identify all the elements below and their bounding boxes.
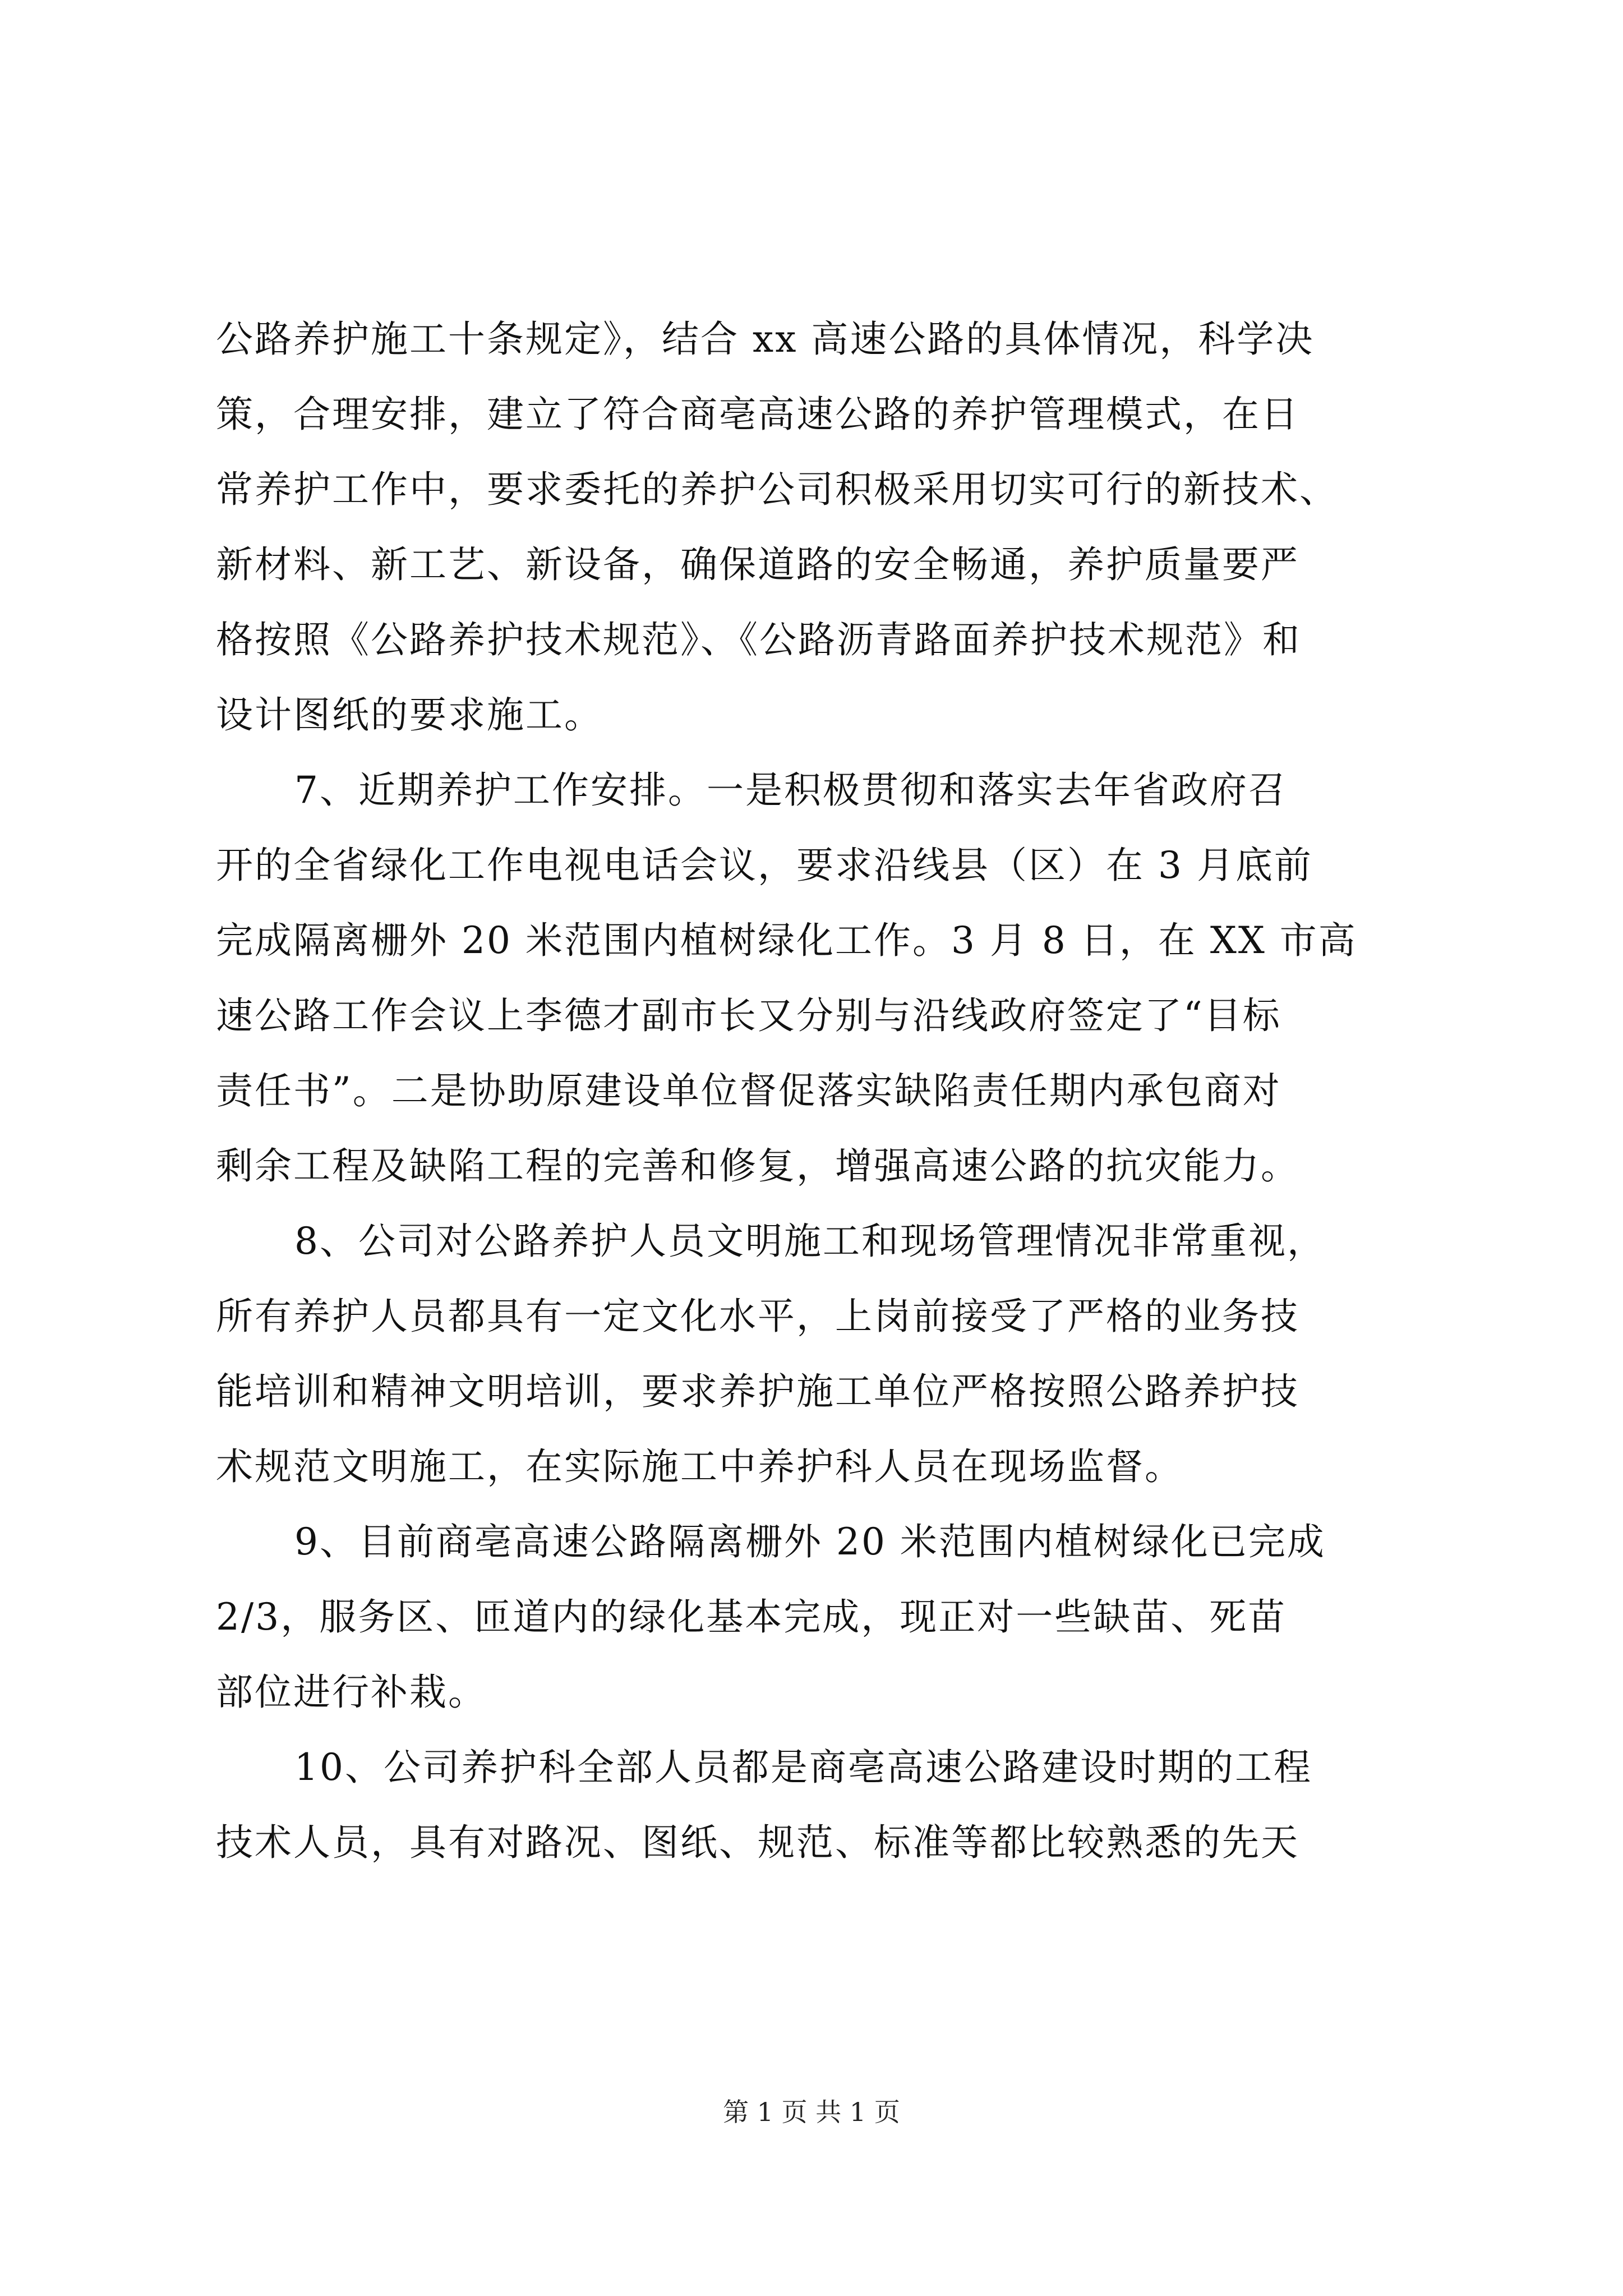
paragraph-start-line: 9、目前商亳高速公路隔离栅外 20 米范围内植树绿化已完成	[294, 1520, 1326, 1563]
text-line: 速公路工作会议上李德才副市长又分别与沿线政府签定了“目标	[216, 994, 1281, 1037]
paragraph-start-line: 7、近期养护工作安排。一是积极贯彻和落实去年省政府召	[294, 769, 1287, 812]
text-line: 公路养护施工十条规定》，结合 xx 高速公路的具体情况，科学决	[216, 318, 1315, 361]
text-line: 策，合理安排，建立了符合商亳高速公路的养护管理模式，在日	[216, 393, 1299, 436]
text-line: 格按照《公路养护技术规范》、《公路沥青路面养护技术规范》和	[216, 618, 1301, 661]
text-line: 技术人员，具有对路况、图纸、规范、标准等都比较熟悉的先天	[216, 1821, 1299, 1864]
text-line: 术规范文明施工，在实际施工中养护科人员在现场监督。	[216, 1445, 1183, 1488]
text-line: 责任书”。二是协助原建设单位督促落实缺陷责任期内承包商对	[216, 1069, 1281, 1112]
paragraph-start-line: 10、公司养护科全部人员都是商亳高速公路建设时期的工程	[294, 1746, 1312, 1789]
text-line: 常养护工作中，要求委托的养护公司积极采用切实可行的新技术、	[216, 468, 1338, 511]
text-line: 能培训和精神文明培训，要求养护施工单位严格按照公路养护技	[216, 1370, 1299, 1413]
text-line: 剩余工程及缺陷工程的完善和修复，增强高速公路的抗灾能力。	[216, 1144, 1299, 1188]
text-line: 设计图纸的要求施工。	[216, 693, 603, 737]
paragraph-start-line: 8、公司对公路养护人员文明施工和现场管理情况非常重视，	[294, 1220, 1326, 1263]
text-line: 开的全省绿化工作电视电话会议，要求沿线县（区）在 3 月底前	[216, 844, 1313, 887]
text-line: 完成隔离栅外 20 米范围内植树绿化工作。3 月 8 日，在 XX 市高	[216, 919, 1357, 962]
text-line: 部位进行补栽。	[216, 1671, 487, 1714]
page-number-label: 第 1 页 共 1 页	[723, 2097, 900, 2127]
page-footer	[0, 2095, 1623, 2129]
text-line: 新材料、新工艺、新设备，确保道路的安全畅通，养护质量要严	[216, 543, 1299, 586]
text-line: 所有养护人员都具有一定文化水平，上岗前接受了严格的业务技	[216, 1295, 1299, 1338]
text-line: 2/3，服务区、匝道内的绿化基本完成，现正对一些缺苗、死苗	[216, 1595, 1287, 1639]
